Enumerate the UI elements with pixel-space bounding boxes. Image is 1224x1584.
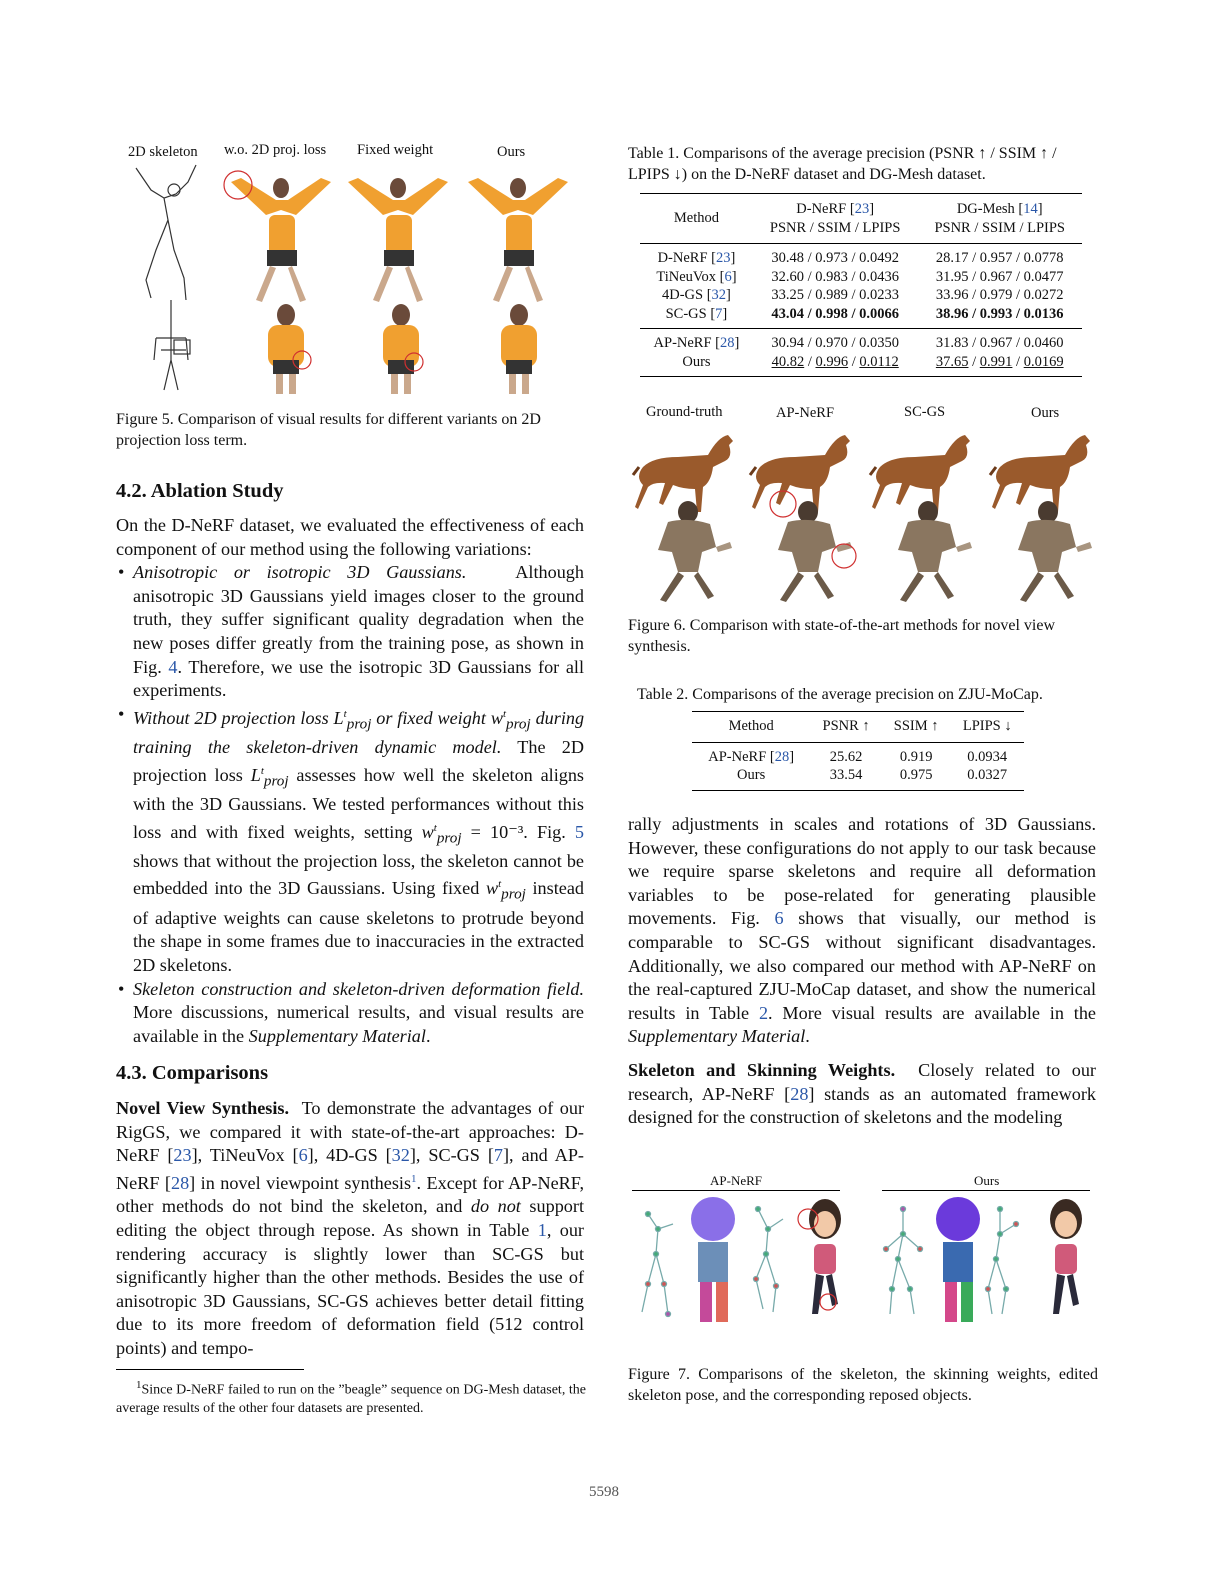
fig5-label-fixed: Fixed weight xyxy=(357,142,434,158)
t1-sub-dgmesh: PSNR / SSIM / LPIPS xyxy=(934,219,1065,236)
footnote-mark[interactable]: 1 xyxy=(411,1172,417,1185)
t2-h-ssim: SSIM ↑ xyxy=(893,718,939,734)
sec43-heading: 4.3. Comparisons xyxy=(116,1062,269,1084)
bullet3-title: Skeleton construction and skeleton-driven deformation field. xyxy=(133,978,584,999)
t1-header-method: Method xyxy=(673,210,719,227)
right-text-3: . More visual results are available in the xyxy=(768,1002,1096,1023)
sec42-bullet-1 xyxy=(116,561,584,703)
ref-32[interactable]: 32 xyxy=(391,1145,410,1166)
fig5-label-skeleton: 2D skeleton xyxy=(128,144,198,160)
sec42-heading: 4.2. Ablation Study xyxy=(116,480,284,502)
fig6-horse-ours xyxy=(990,435,1090,512)
footnote-rule xyxy=(116,1369,304,1370)
ref-23[interactable]: 23 xyxy=(173,1145,192,1166)
fig5-label-noproj: w.o. 2D proj. loss xyxy=(224,142,327,158)
fig7-rule-ours xyxy=(882,1190,1090,1191)
t1-header-dnerf: D-NeRF [23] xyxy=(796,201,875,217)
sec42-bullet-2 xyxy=(116,703,584,978)
fig5-ref[interactable]: 5 xyxy=(574,821,584,842)
fig7-label-apnerf: AP-NeRF xyxy=(710,1173,763,1188)
fig7-label-ours: Ours xyxy=(974,1173,1000,1188)
table2-ref[interactable]: 2 xyxy=(758,1002,769,1023)
sec42-body xyxy=(116,514,584,1048)
right-supp: Supplementary Material xyxy=(628,1026,806,1047)
fig6-caption: Figure 6. Comparison with state-of-the-art methods for novel view synthesis. xyxy=(628,617,1056,655)
fig6-soldier-ours xyxy=(1018,501,1092,602)
fig4-ref[interactable]: 4 xyxy=(168,656,178,677)
fig5-figure-ours xyxy=(468,178,568,302)
skeleton-text-1: Closely related to our research, AP-NeRF [ xyxy=(628,1059,1096,1104)
t2-row: AP-NeRF [28] 25.62 0.919 0.0934 xyxy=(708,748,1008,765)
fig6-label-scgs: SC-GS xyxy=(904,404,946,420)
t1-row: D-NeRF [23] 30.48 / 0.973 / 0.0492 28.17 / 0.957 / 0.0778 xyxy=(657,250,1064,266)
t1-row: SC-GS [7] 43.04 / 0.998 / 0.0066 38.96 / 0.993 / 0.0136 xyxy=(665,305,1064,322)
nvs-text-6: ] in novel viewpoint synthesis xyxy=(189,1172,412,1193)
fig5-figure-ours-front xyxy=(501,304,537,394)
bullet2-title-a: Without 2D projection loss xyxy=(133,707,329,728)
fig7-apnerf-weights xyxy=(691,1197,735,1322)
fig6-soldier-apnerf xyxy=(778,501,856,602)
skeleton-title: Skeleton and Skinning Weights. xyxy=(628,1059,896,1080)
t1-header-dgmesh: DG-Mesh [14] xyxy=(956,201,1043,217)
fig5-figure-noproj-front xyxy=(268,304,311,394)
fig7-caption: Figure 7. Comparisons of the skeleton, the skinning weights, edited skeleton pose, and the corresponding reposed objects. xyxy=(628,1366,1098,1404)
fig6-soldier-scgs xyxy=(898,501,972,602)
fig6-horse-apnerf xyxy=(750,435,850,517)
right-text-2: shows that visually, our method is comparable to SC-GS without significant disadvantages. Additionally, we also compared our method with AP-NeRF on the real-captured ZJU-MoCap dataset, and show the numerical results in Table xyxy=(628,908,1096,1023)
footnote xyxy=(116,1376,586,1418)
ref-28[interactable]: 28 xyxy=(170,1172,190,1193)
bullet3-supp: Supplementary Material xyxy=(248,1025,426,1046)
fig6-ref[interactable]: 6 xyxy=(774,908,784,929)
table1-ref[interactable]: 1 xyxy=(537,1220,547,1241)
bullet1-text-a: Although anisotropic 3D Gaussians yield images closer to the ground truth, they suffer significant quality degradation when the new poses differ greatly from the training pose, as shown in Fig. xyxy=(133,562,584,677)
bullet1-text-b: . Therefore, we use the isotropic 3D Gaussians for all experiments. xyxy=(133,656,584,701)
math-wproj-3: $w^t_{proj}$ xyxy=(485,878,526,904)
fig7-apnerf-character xyxy=(798,1199,841,1314)
t1-row: TiNeuVox [6] 32.60 / 0.983 / 0.0436 31.95 / 0.967 / 0.0477 xyxy=(656,268,1064,285)
fig5-skeleton-bottom xyxy=(154,300,190,390)
fig7-apnerf-skeleton xyxy=(642,1212,673,1317)
fig5-figure-fixed-front xyxy=(383,304,423,394)
t2-row-ours: Ours 33.54 0.975 0.0327 xyxy=(737,767,1008,783)
fig5-label-ours: Ours xyxy=(497,144,526,160)
bullet2-text-d: shows that without the projection loss, the skeleton cannot be embedded into the 3D Gaussians. Using fixed xyxy=(133,850,584,899)
ref-28-right[interactable]: 28 xyxy=(790,1083,809,1104)
right-period: . xyxy=(805,1026,810,1047)
nvs-text-7: . Except for AP-NeRF, other methods do not bind the skeleton, and xyxy=(116,1172,584,1217)
skeleton-text-2: ] stands as an automated framework designed for the construction of skeletons and the modeling xyxy=(628,1083,1096,1128)
bullet2-text-a: The 2D projection loss xyxy=(133,737,584,785)
table1-caption: Table 1. Comparisons of the average precision (PSNR ↑ / SSIM ↑ / LPIPS ↓) on the D-NeRF dataset and DG-Mesh dataset. xyxy=(628,145,1057,183)
fig6-label-ours: Ours xyxy=(1031,405,1060,421)
sec42-intro: On the D-NeRF dataset, we evaluated the effectiveness of each component of our method using the following variations: xyxy=(116,515,584,559)
fig6-horse-scgs xyxy=(870,435,970,512)
t1-row: 4D-GS [32] 33.25 / 0.989 / 0.0233 33.96 / 0.979 / 0.0272 xyxy=(662,287,1064,303)
fig5-caption: Figure 5. Comparison of visual results for different variants on 2D projection loss term. xyxy=(116,411,541,449)
t1-row-ours: Ours 40.82 / 0.996 / 0.0112 37.65 / 0.991 / 0.0169 xyxy=(682,353,1064,370)
nvs-text-1: To demonstrate the advantages of our RigGS, we compared it with state-of-the-art approaches: D-NeRF [ xyxy=(116,1098,584,1166)
table2-caption: Table 2. Comparisons of the average precision on ZJU-MoCap. xyxy=(637,686,1043,703)
fig7-ours-character xyxy=(1050,1199,1082,1314)
nvs-text-9: , our rendering accuracy is slightly lower than SC-GS but significantly higher than the other methods. Besides the use of anisotropic 3D Gaussians, SC-GS achieves better detail fitting due to its more freedom of deformation field (512 control points) and tempo- xyxy=(116,1220,584,1358)
bullet2-title-b: or fixed weight xyxy=(376,707,486,728)
footnote-num: 1 xyxy=(136,1379,142,1391)
bullet2-text-c: Fig. xyxy=(536,821,575,842)
math-wproj-2: $w^t_{proj}$ xyxy=(421,821,462,847)
nvs-title: Novel View Synthesis. xyxy=(116,1098,290,1118)
fig6-label-apnerf: AP-NeRF xyxy=(776,405,835,421)
math-lproj-2: $L^t_{proj}$ xyxy=(250,764,289,790)
bullet2-text-b: assesses how well the skeleton aligns with the 3D Gaussians. We tested performances without this loss and with fixed weights, setting xyxy=(133,764,585,842)
fig7-ours-skeleton xyxy=(884,1207,923,1315)
t2-h-psnr: PSNR ↑ xyxy=(822,718,870,734)
t2-h-lpips: LPIPS ↓ xyxy=(962,718,1012,734)
nvs-text-4: ], SC-GS [ xyxy=(409,1145,494,1166)
fig6-label-gt: Ground-truth xyxy=(646,404,723,420)
t2-h-method: Method xyxy=(728,718,774,734)
nvs-text-5: ], and AP-NeRF [ xyxy=(116,1145,584,1193)
t1-row: AP-NeRF [28] 30.94 / 0.970 / 0.0350 31.83 / 0.967 / 0.0460 xyxy=(653,335,1064,351)
fig7-image xyxy=(628,1194,1098,1339)
ref-6[interactable]: 6 xyxy=(298,1145,308,1166)
table2 xyxy=(692,711,1024,791)
fig5-figure-fixed xyxy=(348,178,448,302)
bullet1-title: Anisotropic or isotropic 3D Gaussians. xyxy=(133,562,467,583)
bullet2-title-c: during training the skeleton-driven dynamic model. xyxy=(133,707,585,758)
fig7-ours-weights xyxy=(936,1197,980,1322)
fig5-skeleton-top xyxy=(136,165,196,300)
bullet3-period: . xyxy=(425,1025,431,1046)
math-wproj: $w^t_{proj}$ xyxy=(490,707,531,733)
fig6-soldier-gt xyxy=(658,501,732,602)
t1-sub-dnerf: PSNR / SSIM / LPIPS xyxy=(769,219,901,236)
bullet3-text-a: More discussions, numerical results, and visual results are available in the xyxy=(133,1002,584,1046)
fig7-apnerf-posed xyxy=(754,1207,784,1313)
fig5-figure-noproj xyxy=(224,171,331,302)
bullet2-text-e: instead of adaptive weights can cause skeletons to protrude beyond the shape in some frames due to inaccuracies in the extracted 2D skeletons. xyxy=(133,878,585,975)
right-text-1: rally adjustments in scales and rotations of 3D Gaussians. However, these configurations do not apply to our task because we require sparse skeletons and require all deformation variables to be pose-related for generating plausible movements. Fig. xyxy=(628,814,1096,929)
table1 xyxy=(640,193,1082,377)
nvs-text-3: ], 4D-GS [ xyxy=(307,1145,392,1166)
bullet2-eq: = 10⁻³. xyxy=(470,821,528,842)
sec43-body xyxy=(116,1097,584,1361)
nvs-text-8: support editing the object through repose. As shown in Table xyxy=(116,1196,584,1241)
fig7-rule-apnerf xyxy=(632,1190,840,1191)
ref-7[interactable]: 7 xyxy=(493,1145,503,1166)
fig7-ours-posed xyxy=(986,1207,1019,1315)
nvs-text-2: ], TiNeuVox [ xyxy=(191,1145,299,1166)
page-number: 5598 xyxy=(589,1484,619,1500)
sec42-bullet-3 xyxy=(116,978,584,1049)
nvs-donot: do not xyxy=(470,1196,521,1217)
fig5-image xyxy=(116,160,586,400)
fig6-image xyxy=(628,422,1098,607)
fig6-horse-gt xyxy=(633,435,733,512)
footnote-text: Since D-NeRF failed to run on the ”beagle” sequence on DG-Mesh dataset, the average results of the other four datasets are presented. xyxy=(116,1382,586,1416)
math-lproj: $L^t_{proj}$ xyxy=(333,707,372,733)
right-body xyxy=(628,813,1096,1130)
